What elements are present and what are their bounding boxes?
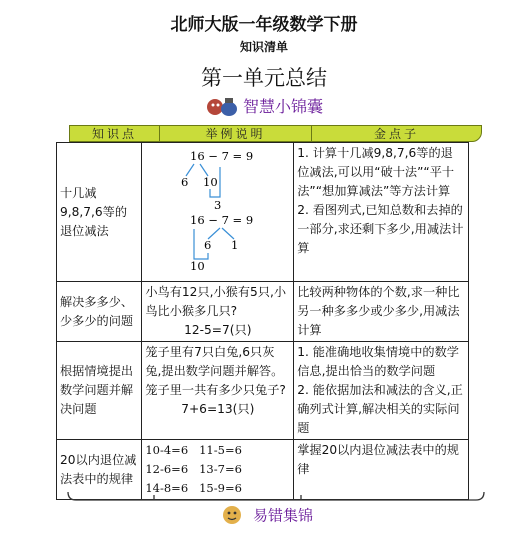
page-subtitle: 知识清单 <box>239 40 288 54</box>
section-label: 智慧小锦囊 <box>242 97 323 116</box>
example-cell <box>142 342 294 440</box>
example-answer: 12-5=7(只) <box>184 323 252 337</box>
topic-cell: 根据情境提出数学问题并解决问题 <box>57 342 142 440</box>
table-row <box>57 342 469 440</box>
example-item: 14-8=6 <box>145 481 189 495</box>
page-title: 北师大版一年级数学下册 <box>170 15 358 35</box>
column-header-example: 举例说明 <box>160 126 312 141</box>
diagram-split-2b: 1 <box>231 238 239 252</box>
example-answer: 7+6=13(只) <box>181 402 255 416</box>
diagram-sub-1: 3 <box>214 198 222 212</box>
table-header <box>69 125 482 142</box>
bracket-divider <box>66 492 486 504</box>
knowledge-table <box>56 142 469 500</box>
topic-cell: 解决多多少、少多少的问题 <box>57 282 142 342</box>
section-heading <box>0 94 528 117</box>
footer-heading <box>0 504 528 526</box>
diagram-equation-2: 16 − 7 = 9 <box>190 213 254 227</box>
example-item: 13-7=6 <box>199 462 242 476</box>
example-diagram-cell <box>142 143 294 282</box>
decomposition-diagram <box>142 143 287 275</box>
example-text: 笼子里有7只白兔,6只灰兔,提出数学问题并解答。笼子里一共有多少只兔子? <box>145 345 286 397</box>
table-row <box>57 143 469 282</box>
example-cell <box>142 282 294 342</box>
diagram-split-1a: 6 <box>181 175 189 189</box>
tips-cell: 1. 计算十几减9,8,7,6等的退位减法,可以用“破十法”“平十法”“想加算减法”等方法计算 2. 看图列式,已知总数和去掉的一部分,求还剩下多少,用减法计算 <box>294 143 469 282</box>
example-item: 12-6=6 <box>145 462 189 476</box>
example-line <box>145 460 290 479</box>
cartoon-character-icon <box>215 504 249 526</box>
tips-cell: 1. 能准确地收集情境中的数学信息,提出恰当的数学问题 2. 能依据加法和减法的含义,正确列式计算,解决相关的实际问题 <box>294 342 469 440</box>
table-row <box>57 282 469 342</box>
diagram-equation-1: 16 − 7 = 9 <box>190 149 254 163</box>
tips-cell: 掌握20以内退位减法表中的规律 <box>294 440 469 500</box>
table-row <box>57 440 469 500</box>
example-item: 10-4=6 <box>145 443 189 457</box>
topic-cell: 20以内退位减法表中的规律 <box>57 440 142 500</box>
topic-cell: 十几减9,8,7,6等的退位减法 <box>57 143 142 282</box>
diagram-sub-2: 10 <box>190 259 205 273</box>
example-item: 11-5=6 <box>199 443 242 457</box>
example-line <box>145 441 290 460</box>
example-text: 小鸟有12只,小猴有5只,小鸟比小猴多几只? <box>145 285 287 318</box>
diagram-split-2a: 6 <box>204 238 212 252</box>
column-header-topic: 知识点 <box>70 126 160 141</box>
example-item: 15-9=6 <box>199 481 242 495</box>
unit-title: 第一单元总结 <box>201 66 327 90</box>
footer-label: 易错集锦 <box>252 506 313 525</box>
cartoon-character-icon <box>205 95 239 117</box>
example-cell <box>142 440 294 500</box>
column-header-tips: 金点子 <box>373 127 419 141</box>
diagram-split-1b: 10 <box>203 175 218 189</box>
tips-cell: 比较两种物体的个数,求一种比另一种多多少或少多少,用减法计算 <box>294 282 469 342</box>
